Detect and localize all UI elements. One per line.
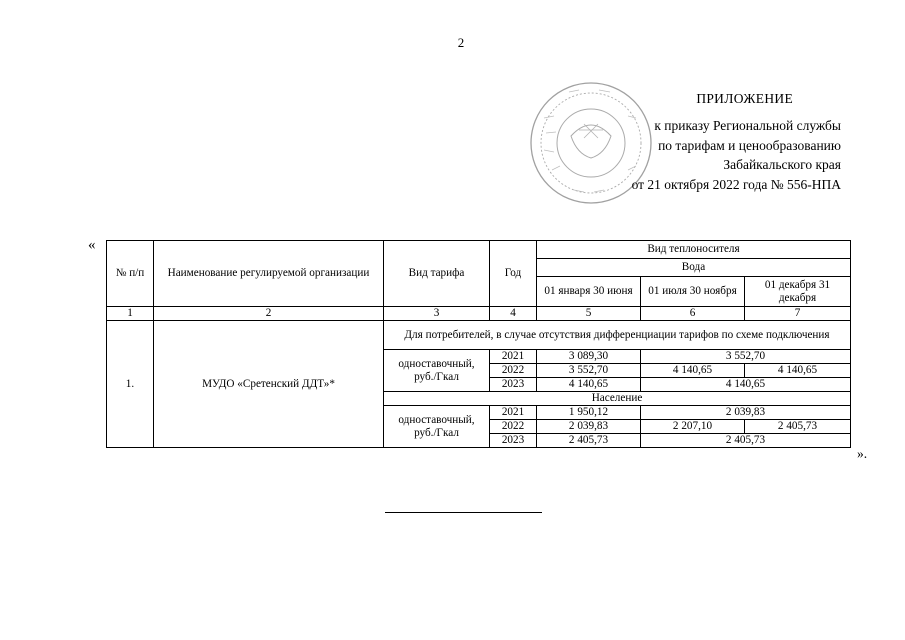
tariff-value: 2 039,83 — [537, 420, 641, 434]
header-num: № п/п — [107, 241, 154, 307]
tariff-value: 2 405,73 — [641, 434, 851, 448]
tariff-value: 2 405,73 — [537, 434, 641, 448]
row-number: 1. — [107, 321, 154, 448]
year-cell: 2023 — [490, 378, 537, 392]
tariff-value: 3 552,70 — [537, 364, 641, 378]
tariff-value: 2 405,73 — [745, 420, 851, 434]
column-number: 7 — [745, 307, 851, 321]
appendix-line: от 21 октября 2022 года № 556-НПА — [631, 176, 841, 192]
year-cell: 2023 — [490, 434, 537, 448]
tariff-value: 2 039,83 — [641, 406, 851, 420]
closing-quote: ». — [857, 446, 868, 461]
header-water: Вода — [537, 259, 851, 277]
group-title: Население — [384, 392, 851, 406]
column-number: 4 — [490, 307, 537, 321]
tariff-table — [106, 240, 851, 448]
header-period: 01 июля 30 ноября — [641, 277, 745, 307]
header-year: Год — [490, 241, 537, 307]
tariff-value: 2 207,10 — [641, 420, 745, 434]
appendix-line: к приказу Региональной службы — [654, 118, 841, 133]
tariff-value: 1 950,12 — [537, 406, 641, 420]
appendix-subtitle — [632, 116, 841, 194]
group-title: Для потребителей, в случае отсутствия дифференциации тарифов по схеме подключения — [384, 321, 851, 350]
column-number: 5 — [537, 307, 641, 321]
header-period: 01 декабря 31 декабря — [745, 277, 851, 307]
tariff-value: 4 140,65 — [745, 364, 851, 378]
opening-quote: « — [88, 237, 96, 253]
tariff-type-cell: одноставочный, руб./Гкал — [384, 350, 490, 392]
header-tariff-type: Вид тарифа — [384, 241, 490, 307]
appendix-line: по тарифам и ценообразованию — [658, 137, 841, 153]
tariff-value: 3 552,70 — [641, 350, 851, 364]
footnote-divider — [385, 512, 542, 513]
tariff-value: 4 140,65 — [641, 378, 851, 392]
column-number: 1 — [107, 307, 154, 321]
year-cell: 2022 — [490, 364, 537, 378]
year-cell: 2021 — [490, 406, 537, 420]
column-number: 6 — [641, 307, 745, 321]
year-cell: 2022 — [490, 420, 537, 434]
header-org: Наименование регулируемой организации — [154, 241, 384, 307]
header-carrier: Вид теплоносителя — [537, 241, 851, 259]
tariff-value: 3 089,30 — [537, 350, 641, 364]
appendix-title: ПРИЛОЖЕНИЕ — [696, 91, 793, 106]
column-number: 3 — [384, 307, 490, 321]
tariff-value: 4 140,65 — [537, 378, 641, 392]
year-cell: 2021 — [490, 350, 537, 364]
column-number: 2 — [154, 307, 384, 321]
appendix-line: Забайкальского края — [723, 157, 841, 172]
page-number: 2 — [457, 35, 465, 50]
tariff-value: 4 140,65 — [641, 364, 745, 378]
tariff-type-cell: одноставочный, руб./Гкал — [384, 406, 490, 448]
header-period: 01 января 30 июня — [537, 277, 641, 307]
organization-name: МУДО «Сретенский ДДТ»* — [154, 321, 384, 448]
